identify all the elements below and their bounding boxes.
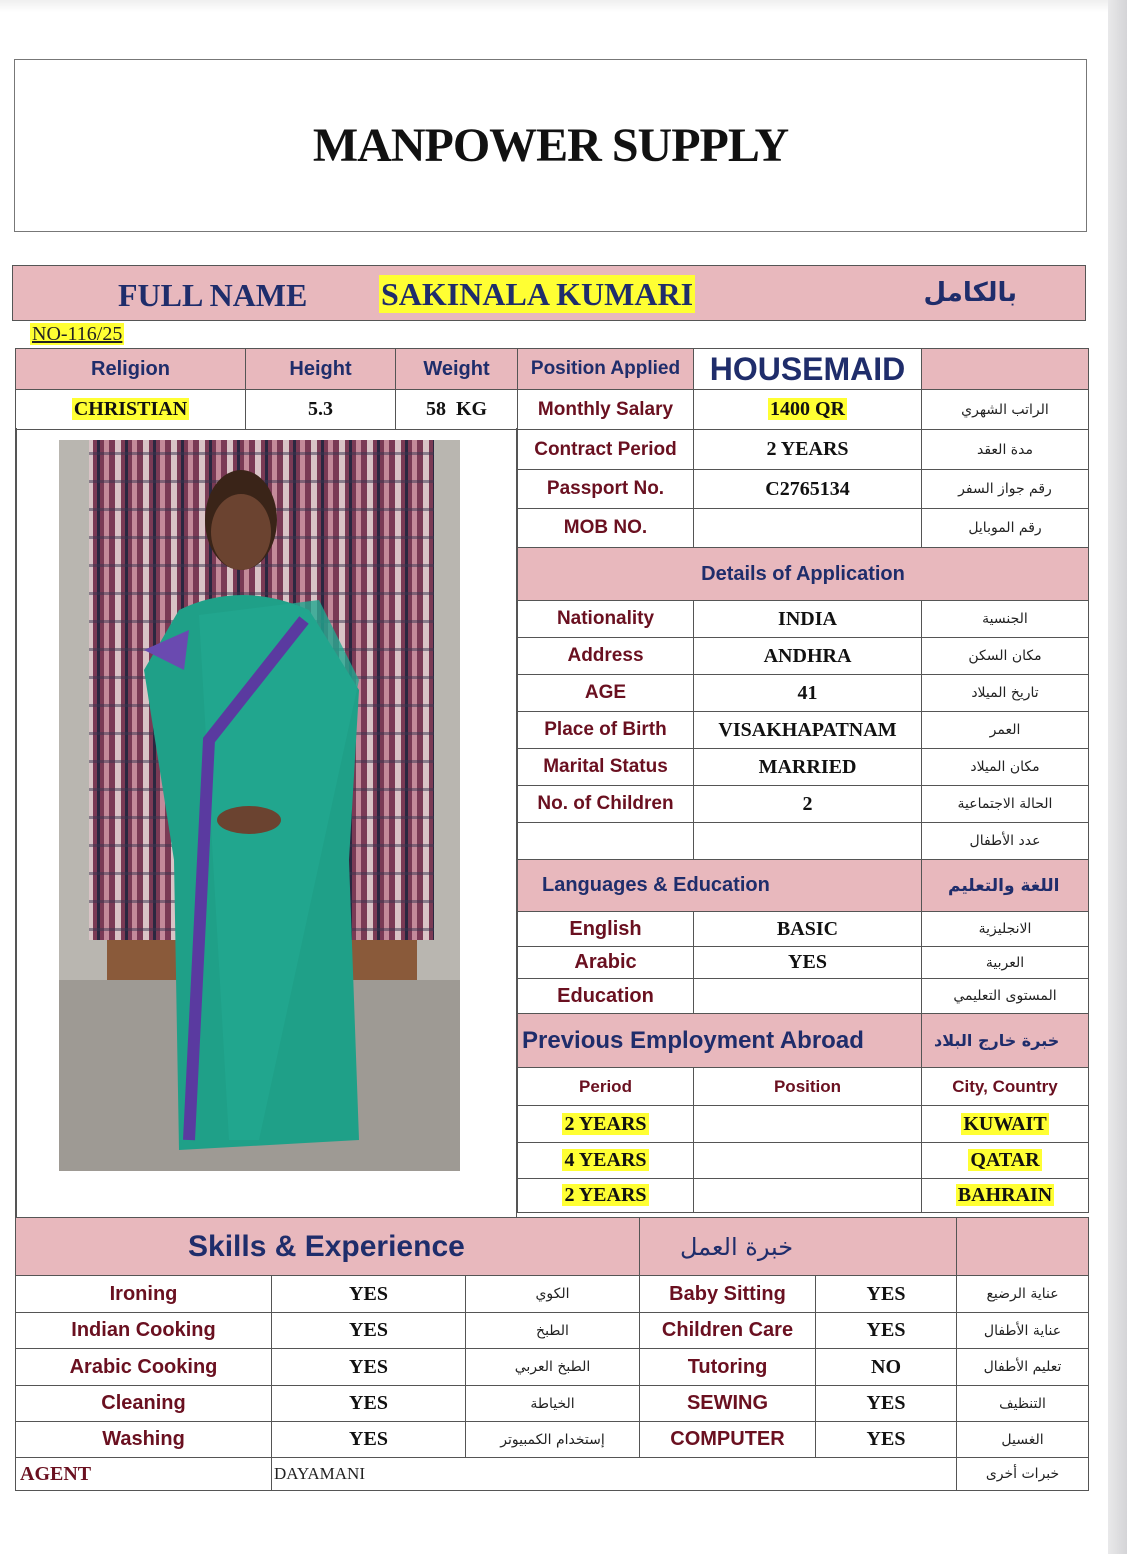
skill-cleaning-arabic: الخياطة	[466, 1386, 640, 1422]
employment-header-arabic: خبرة خارج البلاد	[922, 1014, 1089, 1068]
salary-label: Monthly Salary	[518, 390, 694, 430]
nationality-value: INDIA	[694, 601, 922, 638]
skill-washing-arabic: إستخدام الكمبيوتر	[466, 1422, 640, 1458]
age-arabic: تاريخ الميلاد	[922, 675, 1089, 712]
agent-value: DAYAMANI	[272, 1458, 957, 1491]
languages-header-arabic: اللغة والتعليم	[922, 860, 1089, 912]
education-arabic: المستوى التعليمي	[922, 979, 1089, 1014]
english-value: BASIC	[694, 912, 922, 947]
contract-label: Contract Period	[518, 430, 694, 470]
title-box	[14, 59, 1087, 232]
skill-arabic-cooking-label: Arabic Cooking	[16, 1349, 272, 1386]
employment-position-1	[694, 1106, 922, 1143]
details-header: Details of Application	[518, 548, 1089, 601]
passport-arabic: رقم جواز السفر	[922, 470, 1089, 509]
blank-value	[694, 823, 922, 860]
full-name-label: FULL NAME	[118, 277, 308, 313]
passport-label: Passport No.	[518, 470, 694, 509]
employment-period-3: 2 YEARS	[564, 1184, 647, 1206]
skills-header-arabic: خبرة العمل	[640, 1218, 957, 1276]
contract-arabic: مدة العقد	[922, 430, 1089, 470]
employment-country-2: QATAR	[970, 1149, 1040, 1171]
skill-computer-arabic: الغسيل	[957, 1422, 1089, 1458]
address-arabic: مكان السكن	[922, 638, 1089, 675]
nationality-arabic: الجنسية	[922, 601, 1089, 638]
religion-value: CHRISTIAN	[73, 398, 188, 420]
skills-table	[15, 1217, 1089, 1491]
full-name-value: SAKINALA KUMARI	[381, 276, 694, 312]
languages-header: Languages & Education	[518, 860, 922, 912]
full-name-arabic: بالكامل	[923, 278, 1017, 308]
page-title: MANPOWER SUPPLY	[312, 119, 789, 172]
skill-children-care-arabic: عناية الأطفال	[957, 1313, 1089, 1349]
skill-sewing-arabic: التنظيف	[957, 1386, 1089, 1422]
skill-washing-label: Washing	[16, 1422, 272, 1458]
position-column: Position	[694, 1068, 922, 1106]
candidate-photo	[59, 440, 460, 1171]
children-label: No. of Children	[518, 786, 694, 823]
blank-label	[518, 823, 694, 860]
contract-value: 2 YEARS	[694, 430, 922, 470]
skill-arabic-cooking-value: YES	[272, 1349, 466, 1386]
skill-tutoring-value: NO	[816, 1349, 957, 1386]
skill-indian-cooking-arabic: الطبخ	[466, 1313, 640, 1349]
children-value: 2	[694, 786, 922, 823]
skill-babysitting-label: Baby Sitting	[640, 1276, 816, 1313]
passport-value: C2765134	[694, 470, 922, 509]
nationality-label: Nationality	[518, 601, 694, 638]
education-label: Education	[518, 979, 694, 1014]
mobile-label: MOB NO.	[518, 509, 694, 548]
country-column: City, Country	[922, 1068, 1089, 1106]
top-edge	[0, 0, 1108, 12]
employment-period-2: 4 YEARS	[564, 1149, 647, 1171]
birthplace-arabic: العمر	[922, 712, 1089, 749]
skill-ironing-label: Ironing	[16, 1276, 272, 1313]
position-value: HOUSEMAID	[694, 349, 922, 390]
employment-country-1: KUWAIT	[963, 1112, 1047, 1135]
children-count-arabic: عدد الأطفال	[922, 823, 1089, 860]
period-column: Period	[518, 1068, 694, 1106]
mobile-value	[694, 509, 922, 548]
address-label: Address	[518, 638, 694, 675]
skill-cleaning-value: YES	[272, 1386, 466, 1422]
skill-computer-label: COMPUTER	[640, 1422, 816, 1458]
arabic-label: Arabic	[518, 947, 694, 979]
address-value: ANDHRA	[694, 638, 922, 675]
skill-babysitting-value: YES	[816, 1276, 957, 1313]
skill-children-care-label: Children Care	[640, 1313, 816, 1349]
skill-sewing-value: YES	[816, 1386, 957, 1422]
skill-indian-cooking-label: Indian Cooking	[16, 1313, 272, 1349]
skill-washing-value: YES	[272, 1422, 466, 1458]
religion-header: Religion	[16, 349, 246, 390]
employment-position-2	[694, 1143, 922, 1179]
skill-ironing-arabic: الكوي	[466, 1276, 640, 1313]
skill-babysitting-arabic: عناية الرضيع	[957, 1276, 1089, 1313]
skill-tutoring-label: Tutoring	[640, 1349, 816, 1386]
skill-sewing-label: SEWING	[640, 1386, 816, 1422]
agent-label: AGENT	[16, 1458, 272, 1491]
scroll-edge	[1108, 0, 1127, 1554]
birthplace-value: VISAKHAPATNAM	[694, 712, 922, 749]
height-header: Height	[246, 349, 396, 390]
skill-ironing-value: YES	[272, 1276, 466, 1313]
position-table	[517, 348, 1089, 1213]
salary-value: 1400 QR	[770, 398, 845, 420]
age-value: 41	[694, 675, 922, 712]
employment-header: Previous Employment Abroad	[518, 1014, 922, 1068]
weight-value: 58 KG	[396, 390, 518, 430]
full-name-bar	[12, 265, 1086, 321]
employment-position-3	[694, 1179, 922, 1213]
marital-arabic: مكان الميلاد	[922, 749, 1089, 786]
skill-arabic-cooking-arabic: الطبخ العربي	[466, 1349, 640, 1386]
salary-arabic: الراتب الشهري	[922, 390, 1089, 430]
employment-period-1: 2 YEARS	[564, 1112, 647, 1135]
skill-tutoring-arabic: تعليم الأطفال	[957, 1349, 1089, 1386]
skill-indian-cooking-value: YES	[272, 1313, 466, 1349]
birthplace-label: Place of Birth	[518, 712, 694, 749]
arabic-arabic: العربية	[922, 947, 1089, 979]
reference-number: NO-116/25	[32, 323, 123, 345]
arabic-value: YES	[694, 947, 922, 979]
skill-computer-value: YES	[816, 1422, 957, 1458]
position-label: Position Applied	[518, 349, 694, 390]
english-label: English	[518, 912, 694, 947]
children-arabic: الحالة الاجتماعية	[922, 786, 1089, 823]
basic-info-table	[15, 348, 518, 430]
marital-label: Marital Status	[518, 749, 694, 786]
mobile-arabic: رقم الموبايل	[922, 509, 1089, 548]
marital-value: MARRIED	[694, 749, 922, 786]
skill-children-care-value: YES	[816, 1313, 957, 1349]
agent-arabic: خبرات أخرى	[957, 1458, 1089, 1491]
employment-country-3: BAHRAIN	[957, 1184, 1053, 1206]
education-value	[694, 979, 922, 1014]
english-arabic: الانجليزية	[922, 912, 1089, 947]
skills-header: Skills & Experience	[16, 1218, 640, 1276]
weight-header: Weight	[396, 349, 518, 390]
height-value: 5.3	[246, 390, 396, 430]
age-label: AGE	[518, 675, 694, 712]
skill-cleaning-label: Cleaning	[16, 1386, 272, 1422]
